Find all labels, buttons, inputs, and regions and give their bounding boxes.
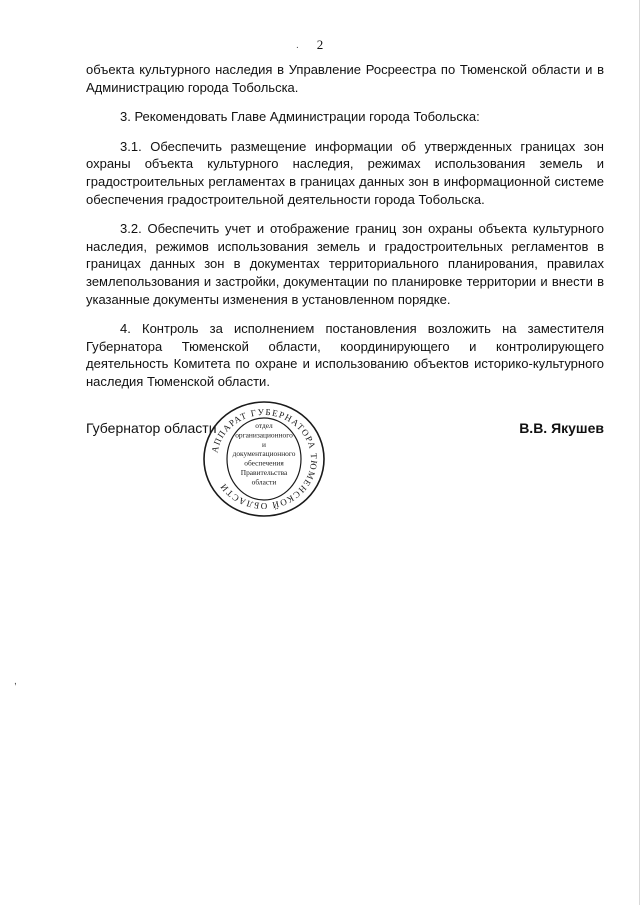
page-number: 2: [316, 37, 324, 52]
signatory-title: Губернатор области: [86, 420, 217, 436]
document-body: [86, 61, 604, 403]
stamp-center-text: [233, 421, 296, 486]
paragraph-item-4: 4. Контроль за исполнением постановления возложить на заместителя Губернатора Тюменской области, координирующего и контролирующего деятельность Комитета по охране и использованию объектов историко-культурного наследия Тюменской области.: [86, 321, 604, 389]
stamp-center-line: организационного: [235, 430, 293, 440]
paragraph-continuation: объекта культурного наследия в Управление Росреестра по Тюменской области и в Администрацию города Тобольска.: [86, 62, 604, 95]
stamp-center-line: Правительства: [240, 468, 288, 477]
stamp-ring-text: АППАРАТ ГУБЕРНАТОРА ТЮМЕНСКОЙ ОБЛАСТИ: [209, 406, 320, 512]
stamp-center-line: области: [251, 477, 277, 487]
signatory-name: В.В. Якушев: [519, 420, 604, 436]
stamp-center-line: отдел: [255, 421, 273, 430]
stamp-center-line: документационного: [232, 449, 296, 459]
paragraph-item-3: 3. Рекомендовать Главе Администрации города Тобольска:: [120, 109, 480, 125]
signature-block: [86, 420, 604, 442]
official-stamp: [200, 398, 328, 520]
scan-tick-mark: ,: [14, 676, 17, 687]
scan-dot-mark: .: [296, 40, 299, 51]
stamp-center-line: обеспечения: [244, 458, 284, 468]
paragraph-item-3-2: 3.2. Обеспечить учет и отображение границ зон охраны объекта культурного наследия, режимов использования земель и градостроительных регламентов в границах данных зон в документах территориального планирования, правилах землепользования и застройки, документации по планировке территории и внести в указанные документы изменения в установленном порядке.: [86, 221, 604, 307]
paragraph-item-3-1: 3.1. Обеспечить размещение информации об утвержденных границах зон охраны объекта культурного наследия, режимах использования земель и градостроительных регламентах в границах данных зон в информационной системе обеспечения градостроительной деятельности города Тобольска.: [86, 138, 604, 207]
stamp-center-line: и: [262, 439, 266, 449]
